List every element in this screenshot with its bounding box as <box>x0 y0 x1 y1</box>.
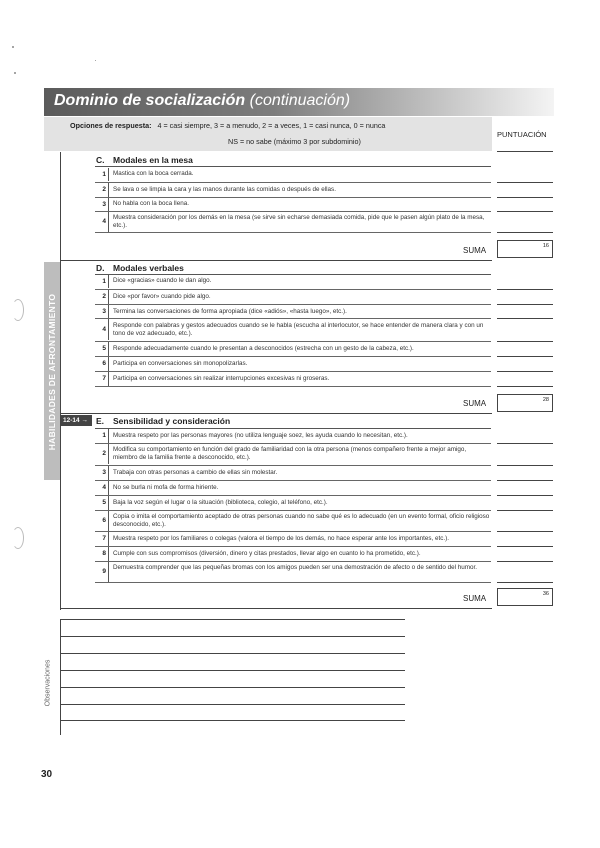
row-rule <box>95 304 491 305</box>
row-rule <box>95 546 491 547</box>
item-text: Mastica con la boca cerrada. <box>113 170 194 177</box>
page-title <box>54 92 350 110</box>
item-number: 9 <box>95 562 109 582</box>
item-number: 6 <box>95 357 109 371</box>
row-rule <box>95 211 491 212</box>
item-number: 8 <box>95 547 109 561</box>
punch-hole <box>12 527 24 549</box>
score-line <box>497 318 553 319</box>
item-text: Muestra respeto por los familiares o colegas (valora el tiempo de los demás, no hace esperar ante los importantes, etc.). <box>113 535 449 542</box>
row-rule <box>95 386 491 387</box>
item-number: 5 <box>95 342 109 356</box>
page-number: 30 <box>41 769 53 780</box>
item-text: Trabaja con otras personas a cambio de ellas sin molestar. <box>113 469 278 476</box>
score-line <box>497 371 553 372</box>
item-text: Modifica su comportamiento en función del grado de familiaridad con la otra persona (menos compañero frente a mejor amigo, miembro de la familia frente a desconocido, etc.). <box>113 446 467 461</box>
section-d-suma-box[interactable] <box>497 394 553 412</box>
score-line <box>497 304 553 305</box>
item-text: Copia o imita el comportamiento aceptado de otras personas cuando no sabe qué es lo adecuado (en un evento formal, oficio religioso desconocido, etc.). <box>113 513 490 528</box>
item-number: 2 <box>95 183 109 197</box>
section-c-suma-box[interactable] <box>497 240 553 258</box>
row-rule <box>95 561 491 562</box>
response-options-values: 4 = casi siempre, 3 = a menudo, 2 = a veces, 1 = casi nunca, 0 = nunca <box>157 121 386 130</box>
item-number: 6 <box>95 511 109 531</box>
scan-dot <box>12 46 14 48</box>
item-text: Participa en conversaciones sin monopolizarlas. <box>113 360 248 367</box>
item-text: No se burla ni mofa de forma hiriente. <box>113 484 219 491</box>
score-line <box>497 356 553 357</box>
score-line <box>497 182 553 183</box>
observations-label: Observaciones <box>44 659 52 707</box>
row-rule <box>95 465 491 466</box>
title-subtitle: (continuación) <box>249 92 351 109</box>
row-rule <box>95 289 491 290</box>
score-line <box>497 386 553 387</box>
response-options-scale <box>70 121 385 130</box>
left-rule <box>60 152 61 610</box>
item-text: Termina las conversaciones de forma apropiada (dice «adiós», «hasta luego», etc.). <box>113 308 347 315</box>
item-number: 2 <box>95 444 109 464</box>
section-end-rule <box>60 608 492 609</box>
section-rule <box>95 166 491 167</box>
response-options-label: Opciones de respuesta: <box>70 121 152 130</box>
observations-line[interactable] <box>60 704 405 705</box>
row-rule <box>95 371 491 372</box>
item-number: 5 <box>95 496 109 510</box>
section-e-letter: E. <box>96 416 105 426</box>
score-line <box>497 289 553 290</box>
observations-line[interactable] <box>60 670 405 671</box>
score-line <box>497 341 553 342</box>
item-text: Cumple con sus compromisos (diversión, dinero y citas prestados, llevar algo en cuanto lo ha prometido, etc.). <box>113 550 421 557</box>
item-text: Se lava o se limpia la cara y las manos durante las comidas o después de ellas. <box>113 186 336 193</box>
item-text: Responde adecuadamente cuando le presentan a desconocidos (estrecha con un gesto de la cabeza, etc.). <box>113 345 414 352</box>
section-d-suma-max: 28 <box>542 397 549 403</box>
age-range-arrow: 12-14 → <box>60 415 92 426</box>
item-text: Muestra respeto por las personas mayores (no utiliza lenguaje soez, les ayuda cuando lo necesitan, etc.). <box>113 432 408 439</box>
item-number: 7 <box>95 532 109 546</box>
section-rule <box>95 274 491 275</box>
observations-line[interactable] <box>60 619 405 620</box>
item-text: Participa en conversaciones sin realizar interrupciones excesivas ni groseras. <box>113 375 330 382</box>
section-end-rule <box>60 413 492 414</box>
row-rule <box>95 356 491 357</box>
score-line <box>497 561 553 562</box>
section-e-suma-label: SUMA <box>463 594 487 603</box>
item-text: Baja la voz según el lugar o la situación (biblioteca, colegio, al teléfono, etc.). <box>113 499 328 506</box>
section-c-suma-label: SUMA <box>463 246 487 255</box>
score-line <box>497 495 553 496</box>
section-d-suma-label: SUMA <box>463 399 487 408</box>
score-line <box>497 531 553 532</box>
section-rule <box>95 428 491 429</box>
item-number: 1 <box>95 275 109 288</box>
item-text: Dice «por favor» cuando pide algo. <box>113 293 211 300</box>
observations-line[interactable] <box>60 653 405 654</box>
punch-hole <box>12 299 24 321</box>
section-c-title: Modales en la mesa <box>113 155 193 165</box>
score-line <box>497 546 553 547</box>
item-text: Responde con palabras y gestos adecuados cuando se le habla (escucha al interlocutor, se hace entender de manera clara y con un tono de voz adecuado, etc.). <box>113 322 484 337</box>
title-text: Dominio de socialización <box>54 92 246 109</box>
observations-line[interactable] <box>60 687 405 688</box>
row-rule <box>95 480 491 481</box>
item-number: 1 <box>95 168 109 181</box>
score-line <box>497 480 553 481</box>
scan-dot <box>95 60 96 61</box>
score-line <box>497 582 553 583</box>
score-line <box>497 211 553 212</box>
item-number: 3 <box>95 466 109 480</box>
section-e-title: Sensibilidad y consideración <box>113 416 231 426</box>
score-line <box>497 443 553 444</box>
scan-dot <box>14 72 16 74</box>
row-rule <box>95 182 491 183</box>
row-rule <box>95 531 491 532</box>
response-options-ns: NS = no sabe (máximo 3 por subdominio) <box>228 137 361 146</box>
item-number: 7 <box>95 372 109 386</box>
score-header-rule <box>497 151 553 152</box>
row-rule <box>95 232 491 233</box>
score-line <box>497 232 553 233</box>
item-text: No habla con la boca llena. <box>113 200 189 207</box>
score-line <box>497 197 553 198</box>
row-rule <box>95 341 491 342</box>
side-tab-label: HABILIDADES DE AFRONTAMIENTO <box>47 293 57 451</box>
item-text: Dice «gracias» cuando le dan algo. <box>113 277 212 284</box>
item-number: 1 <box>95 429 109 443</box>
section-c-letter: C. <box>96 155 105 165</box>
item-number: 3 <box>95 198 109 211</box>
item-number: 4 <box>95 319 109 340</box>
item-text: Muestra consideración por los demás en la mesa (se sirve sin echarse demasiada comida, pide que le pasen algún plato de la mesa, etc.). <box>113 214 485 229</box>
score-line <box>497 465 553 466</box>
section-e-suma-box[interactable] <box>497 588 553 606</box>
row-rule <box>95 318 491 319</box>
row-rule <box>95 582 491 583</box>
item-number: 3 <box>95 305 109 318</box>
section-d-letter: D. <box>96 263 105 273</box>
section-d-title: Modales verbales <box>113 263 184 273</box>
score-line <box>497 510 553 511</box>
item-number: 4 <box>95 481 109 495</box>
item-text: Demuestra comprender que las pequeñas bromas con los amigos pueden ser una demostración de afecto o de sentido del humor. <box>113 564 478 571</box>
item-number: 4 <box>95 212 109 232</box>
section-end-rule <box>60 260 492 261</box>
observations-line[interactable] <box>60 720 405 721</box>
row-rule <box>95 443 491 444</box>
observations-line[interactable] <box>60 636 405 637</box>
score-column-label: PUNTUACIÓN <box>497 130 547 139</box>
item-number: 2 <box>95 290 109 304</box>
section-e-suma-max: 36 <box>542 591 549 597</box>
row-rule <box>95 495 491 496</box>
section-c-suma-max: 16 <box>542 243 549 249</box>
row-rule <box>95 510 491 511</box>
row-rule <box>95 197 491 198</box>
